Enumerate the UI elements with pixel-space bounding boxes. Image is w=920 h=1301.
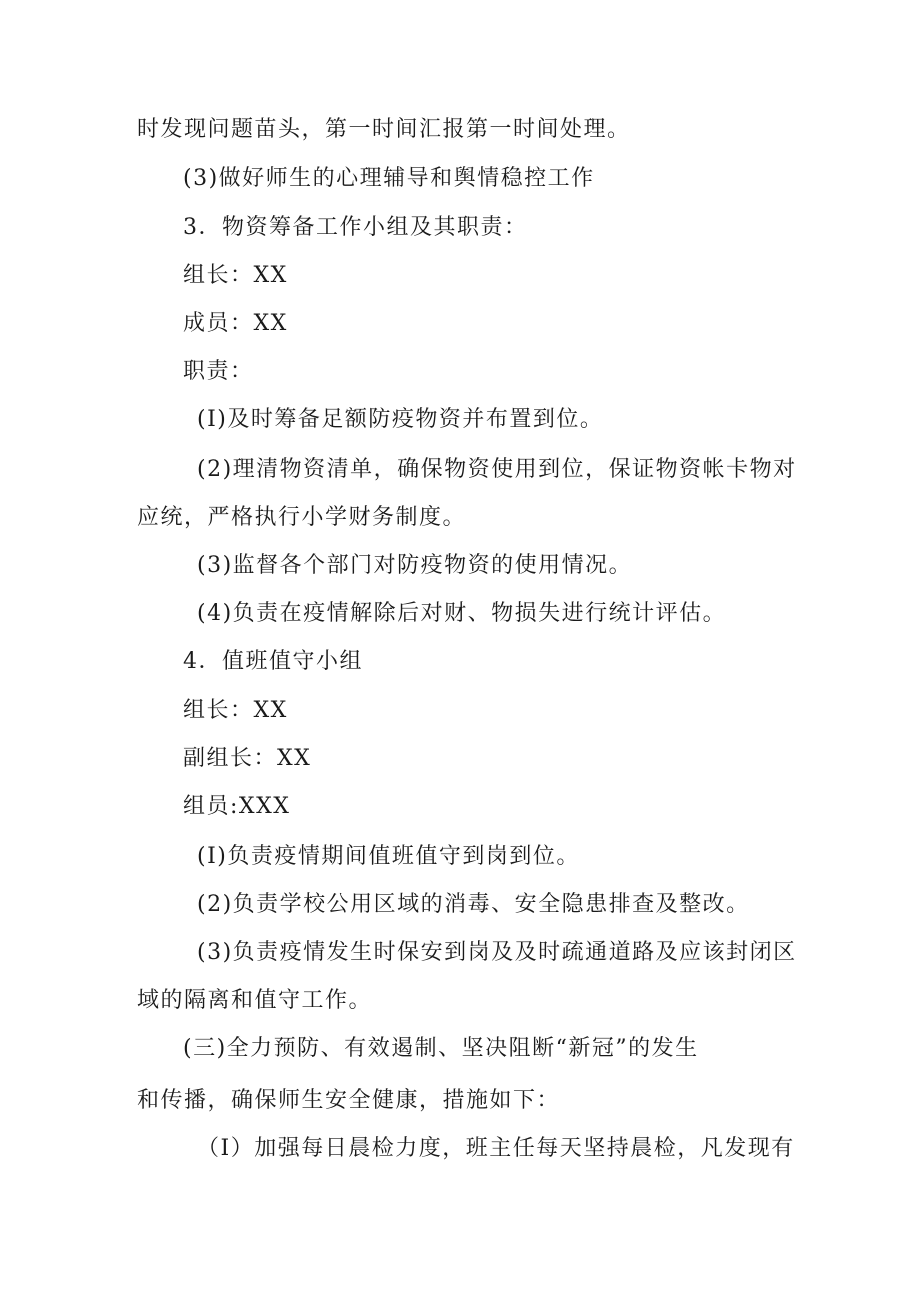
- section-heading-3: 3．物资筹备工作小组及其职责：: [183, 215, 528, 240]
- duty-item-1: (I)及时筹备足额防疫物资并布置到位。: [197, 407, 604, 432]
- deputy-leader-line: 副组长：XX: [183, 746, 312, 771]
- duty-task-2: (2)负责学校公用区域的消毒、安全隐患排查及整改。: [197, 892, 750, 917]
- duties-label: 职责：: [183, 359, 254, 384]
- duty-group-member-line: 组员:XXX: [183, 794, 291, 819]
- duty-task-3: (3)负责疫情发生时保安到岗及及时疏通道路及应该封闭区: [197, 940, 797, 965]
- duty-task-1: (I)负责疫情期间值班值守到岗到位。: [197, 844, 580, 869]
- duty-item-4: (4)负责在疫情解除后对财、物损失进行统计评估。: [197, 601, 727, 626]
- section-heading-three: (三)全力预防、有效遏制、坚决阻断“新冠”的发生: [183, 1036, 699, 1061]
- group-leader-line: 组长：XX: [183, 263, 288, 288]
- section-heading-4: 4．值班值守小组: [183, 649, 363, 674]
- duty-item-3: (3)监督各个部门对防疫物资的使用情况。: [197, 553, 633, 578]
- duty-item-2: (2)理清物资清单，确保物资使用到位，保证物资帐卡物对: [197, 457, 797, 482]
- section-heading-three-continued: 和传播，确保师生安全健康，措施如下：: [137, 1088, 561, 1113]
- duty-group-leader-line: 组长：XX: [183, 698, 288, 723]
- measure-item-1: （I）加强每日晨检力度，班主任每天坚持晨检，凡发现有: [197, 1136, 795, 1161]
- group-member-line: 成员：XX: [183, 311, 288, 336]
- duty-task-3-continued: 域的隔离和值守工作。: [137, 988, 373, 1013]
- paragraph-line-2: (3)做好师生的心理辅导和舆情稳控工作: [183, 166, 595, 191]
- duty-item-2-continued: 应统，严格执行小学财务制度。: [137, 505, 467, 530]
- paragraph-line-1: 时发现问题苗头，第一时间汇报第一时间处理。: [137, 117, 631, 142]
